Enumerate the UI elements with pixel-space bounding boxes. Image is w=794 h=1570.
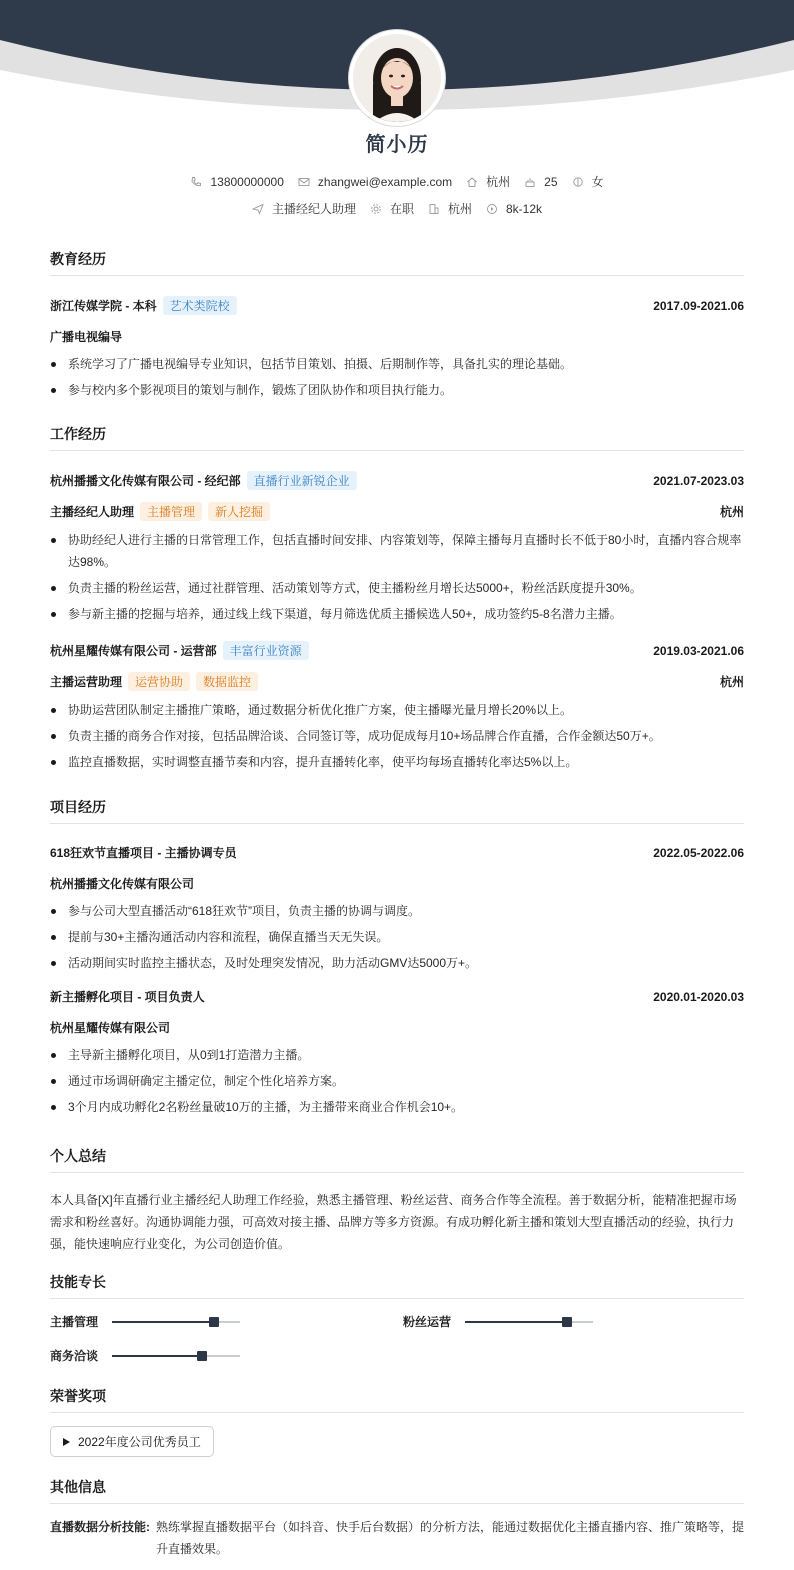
project-header — [50, 844, 744, 861]
list-item: 主导新主播孵化项目，从0到1打造潜力主播。 — [50, 1044, 744, 1066]
list-item: 协助运营团队制定主播推广策略，通过数据分析优化推广方案，使主播曝光量月增长20%以上。 — [50, 699, 744, 721]
project-name: 618狂欢节直播项目 - 主播协调专员 — [50, 846, 237, 860]
skill-fill — [112, 1321, 214, 1323]
position-text: 主播经纪人助理 — [271, 202, 356, 216]
city-text: 杭州 — [486, 175, 511, 189]
list-item: 参与校内多个影视项目的策划与制作，锻炼了团队协作和项目执行能力。 — [50, 379, 744, 401]
candidate-name: 简小历 — [365, 134, 429, 156]
education-section — [50, 249, 744, 401]
school-tag: 艺术类院校 — [163, 296, 237, 315]
education-period: 2017.09-2021.06 — [653, 298, 744, 313]
email-item — [298, 175, 452, 189]
building-icon — [428, 203, 440, 215]
work-city: 杭州 — [719, 675, 744, 689]
award-item[interactable] — [50, 1426, 214, 1457]
email-text: zhangwei@example.com — [317, 174, 453, 189]
section-title: 教育经历 — [50, 249, 744, 276]
project-header — [50, 988, 744, 1005]
company-line — [50, 471, 357, 490]
work-period: 2021.07-2023.03 — [653, 473, 744, 488]
list-item: 负责主播的粉丝运营，通过社群管理、活动策划等方式，使主播粉丝月增长达5000+，粉丝活跃度提升30%。 — [50, 577, 744, 599]
work-bullets — [50, 529, 744, 625]
role-row — [50, 672, 744, 691]
summary-text: 本人具备[X]年直播行业主播经纪人助理工作经验，熟悉主播管理、粉丝运营、商务合作等全流程。善于数据分析，能精准把握市场需求和粉丝喜好。沟通协调能力强，可高效对接主播、品牌方等多方资源。有成功孵化新主播和策划大型直播活动的经验，执行力强，能快速响应行业变化，为公司创造价值。 — [50, 1193, 737, 1251]
project-bullets — [50, 1044, 744, 1118]
project-name: 新主播孵化项目 - 项目负责人 — [50, 990, 205, 1004]
project-company: 杭州星耀传媒有限公司 — [50, 1021, 171, 1035]
other-label: 直播数据分析技能: — [50, 1520, 150, 1534]
role-tag: 新人挖掘 — [208, 502, 270, 521]
skill-name: 主播管理 — [50, 1315, 99, 1329]
work-city: 杭州 — [719, 505, 744, 519]
project-period: 2022.05-2022.06 — [653, 845, 744, 860]
summary-section — [50, 1146, 744, 1255]
projects-section — [50, 797, 744, 1118]
work-period: 2019.03-2021.06 — [653, 643, 744, 658]
skill-name: 商务洽谈 — [50, 1349, 99, 1363]
award-text: 2022年度公司优秀员工 — [78, 1435, 201, 1449]
role-row — [50, 502, 744, 521]
send-icon — [252, 203, 264, 215]
section-title: 技能专长 — [50, 1272, 744, 1299]
gender-text: 女 — [591, 175, 604, 189]
target-city-text: 杭州 — [447, 202, 472, 216]
skill-fill — [112, 1355, 202, 1357]
other-value: 熟练掌握直播数据平台（如抖音、快手后台数据）的分析方法，能通过数据优化主播直播内容、推广策略等，提升直播效果。 — [156, 1520, 745, 1556]
section-title: 项目经历 — [50, 797, 744, 824]
education-header — [50, 296, 744, 315]
gender-item — [572, 173, 604, 190]
job-intent-row — [0, 200, 794, 217]
skill-item — [50, 1313, 240, 1330]
major: 广播电视编导 — [50, 330, 123, 344]
company-line — [50, 641, 309, 660]
section-title: 其他信息 — [50, 1477, 744, 1504]
play-icon — [63, 1438, 70, 1446]
section-title: 个人总结 — [50, 1146, 744, 1173]
company-tag: 丰富行业资源 — [223, 641, 309, 660]
skill-knob — [197, 1351, 207, 1361]
avatar-photo — [353, 34, 441, 122]
role-name: 主播运营助理 — [50, 675, 123, 689]
gear-icon — [370, 203, 382, 215]
mail-icon — [298, 176, 310, 188]
school-name: 浙江传媒学院 - 本科 — [50, 299, 157, 313]
section-title: 工作经历 — [50, 424, 744, 451]
list-item: 活动期间实时监控主播状态，及时处理突发情况，助力活动GMV达5000万+。 — [50, 952, 744, 974]
list-item: 提前与30+主播沟通活动内容和流程，确保直播当天无失误。 — [50, 926, 744, 948]
education-bullets — [50, 353, 744, 401]
city-item — [466, 173, 510, 190]
list-item: 协助经纪人进行主播的日常管理工作，包括直播时间安排、内容策划等，保障主播每月直播时长不低于80小时，直播内容合规率达98%。 — [50, 529, 744, 573]
contact-row — [0, 173, 794, 190]
status-text: 在职 — [389, 202, 414, 216]
work-section — [50, 424, 744, 773]
work-header — [50, 471, 744, 490]
honors-section — [50, 1386, 744, 1413]
company-name: 杭州播播文化传媒有限公司 - 经纪部 — [50, 474, 241, 488]
company-name: 杭州星耀传媒有限公司 - 运营部 — [50, 644, 217, 658]
project-period: 2020.01-2020.03 — [653, 989, 744, 1004]
skill-bar — [465, 1321, 593, 1323]
skill-item — [403, 1313, 593, 1330]
other-info-row — [50, 1516, 744, 1560]
phone-item — [190, 175, 283, 189]
cake-icon — [524, 176, 536, 188]
coin-icon — [486, 203, 498, 215]
home-icon — [466, 176, 478, 188]
target-city-item — [428, 200, 472, 217]
project-bullets — [50, 900, 744, 974]
role-tag: 运营协助 — [128, 672, 190, 691]
salary-text: 8k-12k — [506, 201, 543, 216]
phone-text: 13800000000 — [210, 174, 284, 189]
role-tag: 主播管理 — [140, 502, 202, 521]
work-bullets — [50, 699, 744, 773]
list-item: 3个月内成功孵化2名粉丝量破10万的主播，为主播带来商业合作机会10+。 — [50, 1096, 744, 1118]
skill-knob — [209, 1317, 219, 1327]
avatar — [349, 30, 445, 126]
section-title: 荣誉奖项 — [50, 1386, 744, 1413]
position-item — [252, 200, 356, 217]
skills-section — [50, 1272, 744, 1299]
list-item: 参与新主播的挖掘与培养，通过线上线下渠道，每月筛选优质主播候选人50+，成功签约5-8名潜力主播。 — [50, 603, 744, 625]
list-item: 系统学习了广播电视编导专业知识，包括节目策划、拍摄、后期制作等，具备扎实的理论基础。 — [50, 353, 744, 375]
work-header — [50, 641, 744, 660]
role-line — [50, 502, 270, 521]
salary-item — [486, 202, 542, 216]
skill-bar — [112, 1355, 240, 1357]
list-item: 通过市场调研确定主播定位，制定个性化培养方案。 — [50, 1070, 744, 1092]
age-item — [524, 175, 557, 189]
skill-fill — [465, 1321, 567, 1323]
skill-bar — [112, 1321, 240, 1323]
school-line — [50, 296, 237, 315]
company-tag: 直播行业新锐企业 — [247, 471, 357, 490]
other-section — [50, 1477, 744, 1504]
age-text: 25 — [544, 174, 558, 189]
skill-item — [50, 1347, 240, 1364]
role-line — [50, 672, 258, 691]
role-tag: 数据监控 — [196, 672, 258, 691]
skill-name: 粉丝运营 — [403, 1315, 452, 1329]
list-item: 负责主播的商务合作对接，包括品牌洽谈、合同签订等，成功促成每月10+场品牌合作直播，合作金额达50万+。 — [50, 725, 744, 747]
list-item: 参与公司大型直播活动“618狂欢节”项目，负责主播的协调与调度。 — [50, 900, 744, 922]
list-item: 监控直播数据，实时调整直播节奏和内容，提升直播转化率，使平均每场直播转化率达5%以上。 — [50, 751, 744, 773]
status-item — [370, 200, 414, 217]
skill-knob — [562, 1317, 572, 1327]
gender-icon — [572, 176, 584, 188]
phone-icon — [190, 176, 202, 188]
project-company: 杭州播播文化传媒有限公司 — [50, 877, 195, 891]
role-name: 主播经纪人助理 — [50, 505, 135, 519]
